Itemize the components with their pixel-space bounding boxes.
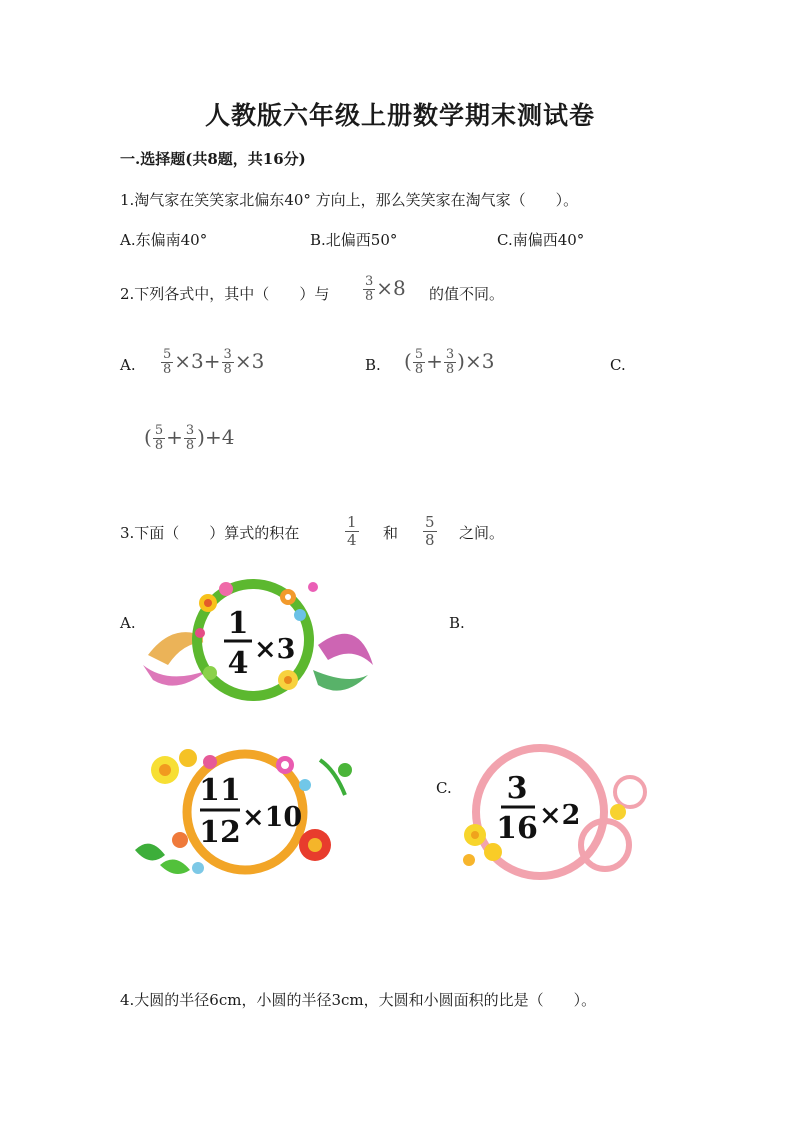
section-heading: 一.选择题(共8题，共16分) [120, 150, 306, 168]
question-3-text-before: 3.下面（ ）算式的积在 [120, 524, 300, 542]
fraction-denominator: 8 [445, 362, 455, 377]
question-3-label-c: C. [436, 779, 452, 797]
fraction-denominator: 8 [425, 531, 435, 549]
wreath-a-image [138, 575, 378, 715]
wreath-c-tail: ×2 [539, 800, 581, 831]
operator: ×3+ [174, 349, 221, 373]
question-1-option-a: A.东偏南40° [120, 231, 208, 249]
question-3-text-after: 之间。 [459, 524, 505, 542]
fraction-denominator: 8 [414, 362, 424, 377]
paren: ( [404, 349, 412, 373]
wreath-b-tail: ×10 [242, 802, 303, 833]
wreath-b-numerator: 11 [199, 773, 241, 808]
wreath-c-numerator: 3 [506, 771, 528, 806]
question-2-option-a-expression [160, 348, 264, 377]
fraction-denominator: 8 [223, 362, 232, 377]
wreath-a-numerator: 1 [227, 606, 249, 641]
wreath-c-denominator: 16 [496, 811, 538, 846]
fraction-numerator: 5 [414, 347, 424, 362]
fraction-denominator: 4 [347, 531, 357, 549]
question-3-and: 和 [383, 524, 399, 542]
fraction-numerator: 5 [154, 423, 164, 438]
question-3-label-b: B. [449, 614, 465, 632]
paren: ( [144, 425, 152, 449]
operator: + [166, 425, 183, 449]
wreath-b-denominator: 12 [199, 815, 241, 850]
fraction-denominator: 8 [185, 438, 195, 453]
expression-tail: ×8 [376, 276, 406, 300]
question-2-text-after: 的值不同。 [429, 285, 505, 303]
fraction-denominator: 8 [365, 289, 374, 304]
fraction-numerator: 3 [185, 423, 195, 438]
wreath-a-denominator: 4 [227, 646, 249, 681]
operator: )+4 [197, 425, 235, 449]
fraction-numerator: 3 [445, 347, 455, 362]
fraction-denominator: 8 [163, 362, 172, 377]
question-1-text: 1.淘气家在笑笑家北偏东40° 方向上，那么笑笑家在淘气家（ ）。 [120, 191, 579, 209]
question-3-fraction-2 [422, 514, 438, 549]
fraction-numerator: 5 [163, 347, 172, 362]
fraction-numerator: 3 [223, 347, 232, 362]
wreath-a-tail: ×3 [254, 634, 296, 665]
question-4-text: 4.大圆的半径6cm，小圆的半径3cm，大圆和小圆面积的比是（ ）。 [120, 991, 597, 1009]
operator: ×3 [234, 349, 265, 373]
fraction-numerator: 3 [365, 274, 374, 289]
question-2-option-c-expression [144, 424, 234, 453]
question-2-expression [362, 275, 406, 304]
wreath-b-image [120, 740, 360, 885]
question-3-label-a: A. [120, 614, 136, 632]
fraction-numerator: 1 [347, 513, 357, 531]
fraction-denominator: 8 [154, 438, 164, 453]
question-1-option-b: B.北偏西50° [310, 231, 398, 249]
question-1-option-c: C.南偏西40° [497, 231, 585, 249]
question-2-label-b: B. [365, 356, 381, 374]
fraction-numerator: 5 [425, 513, 435, 531]
wreath-c-image [455, 740, 655, 885]
question-2-option-b-expression [404, 348, 494, 377]
question-2-label-c: C. [610, 356, 626, 374]
operator: )×3 [457, 349, 495, 373]
question-3-fraction-1 [344, 514, 360, 549]
question-2-text-before: 2.下列各式中，其中（ ）与 [120, 285, 330, 303]
question-2-label-a: A. [120, 356, 136, 374]
operator: + [426, 349, 443, 373]
page-title: 人教版六年级上册数学期末测试卷 [204, 101, 595, 130]
